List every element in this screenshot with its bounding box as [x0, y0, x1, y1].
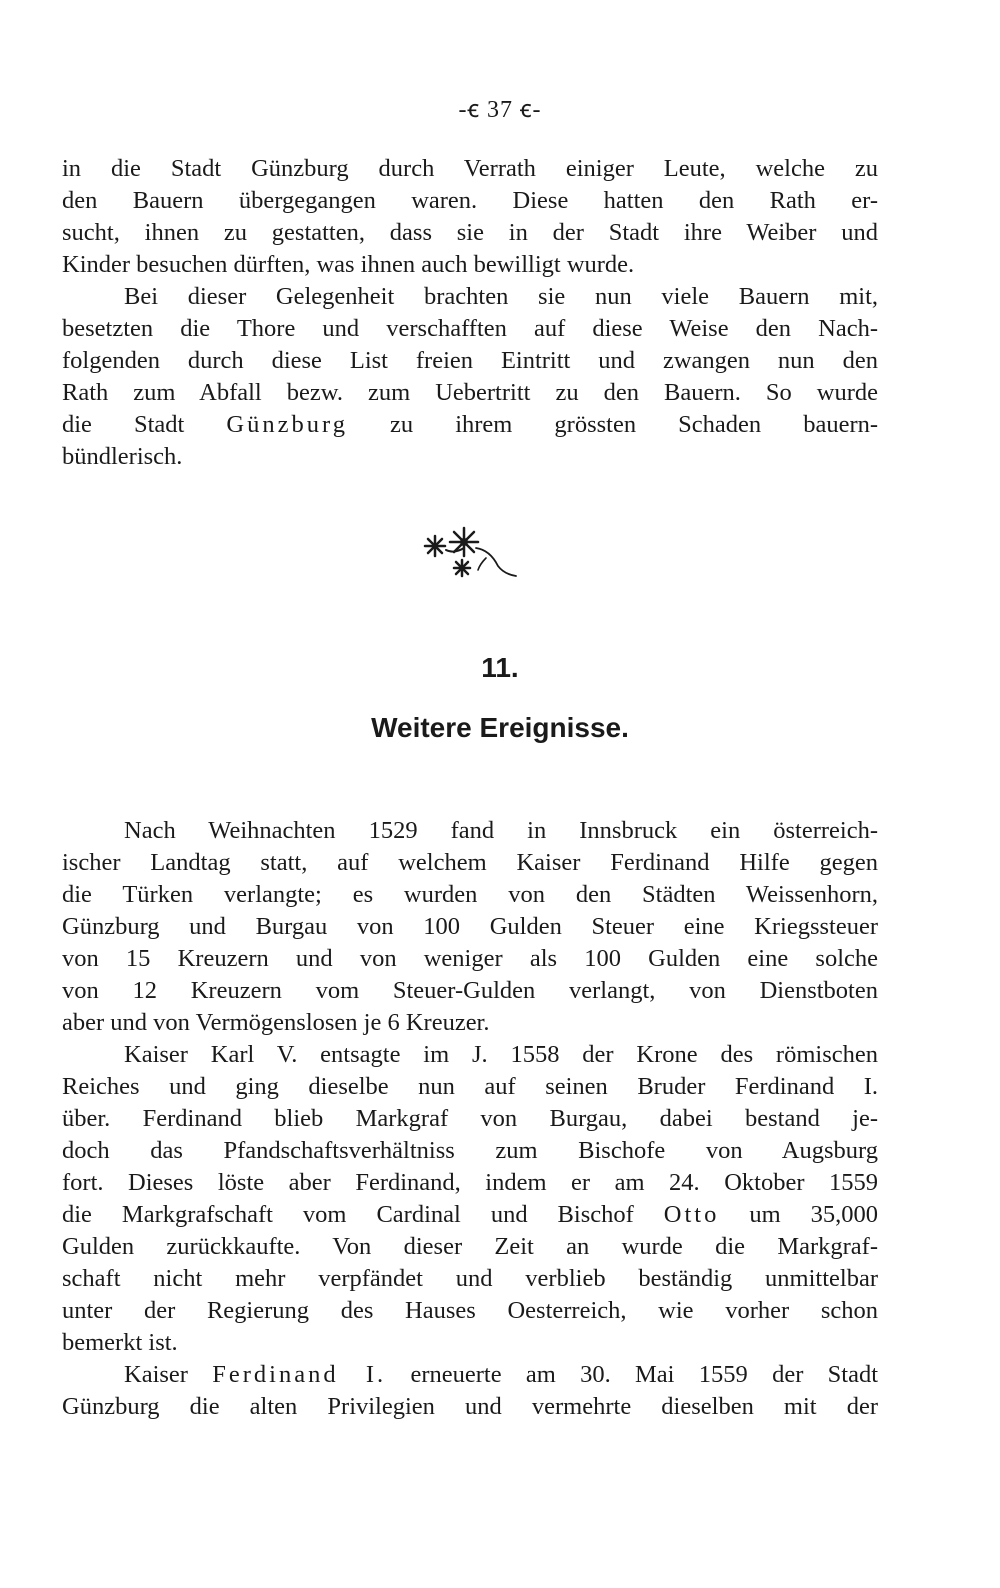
text-line: Reiches und ging dieselbe nun auf seinen Bruder Ferdinand I. — [62, 1073, 878, 1100]
chapter-number: 11. — [481, 652, 519, 683]
text-line: über. Ferdinand blieb Markgraf von Burgau, dabei bestand je- — [62, 1105, 878, 1132]
text-line: fort. Dieses löste aber Ferdinand, indem er am 24. Oktober 1559 — [62, 1169, 878, 1196]
text-line: Kinder besuchen dürften, was ihnen auch bewilligt wurde. — [62, 251, 635, 278]
text-span: Kaiser — [124, 1361, 188, 1388]
spaced-name: Günzburg — [226, 411, 348, 438]
text-block-main — [62, 815, 878, 1423]
spaced-name: Ferdinand I. — [212, 1361, 387, 1388]
text-line: von 15 Kreuzern und von weniger als 100 Gulden eine solche — [62, 945, 878, 972]
text-line — [62, 409, 878, 441]
text-span: erneuerte am 30. Mai 1559 der Stadt — [410, 1361, 879, 1388]
page-number: -ꞓ 37 ꞓ- — [458, 97, 542, 123]
chapter-title: Weitere Ereignisse. — [371, 712, 629, 743]
text-line: die Türken verlangte; es wurden von den Städten Weissenhorn, — [62, 881, 878, 908]
text-line: Kaiser Karl V. entsagte im J. 1558 der Krone des römischen — [124, 1041, 878, 1068]
text-span: um 35,000 — [749, 1201, 879, 1228]
text-line: von 12 Kreuzern vom Steuer-Gulden verlangt, von Dienstboten — [62, 977, 878, 1004]
text-line: Günzburg die alten Privilegien und vermehrte dieselben mit der — [62, 1393, 878, 1420]
spaced-name: Otto — [663, 1201, 720, 1228]
text-line: ischer Landtag statt, auf welchem Kaiser Ferdinand Hilfe gegen — [62, 849, 878, 876]
text-line: Bei dieser Gelegenheit brachten sie nun viele Bauern mit, — [124, 283, 878, 310]
text-line: aber und von Vermögenslosen je 6 Kreuzer. — [62, 1009, 490, 1036]
text-line: Gulden zurückkaufte. Von dieser Zeit an wurde die Markgraf- — [62, 1233, 878, 1260]
text-line: bündlerisch. — [62, 443, 183, 470]
text-line — [62, 1199, 878, 1231]
text-line: doch das Pfandschaftsverhältniss zum Bischofe von Augsburg — [62, 1137, 878, 1164]
text-line — [62, 1359, 878, 1391]
text-line: sucht, ihnen zu gestatten, dass sie in der Stadt ihre Weiber und — [62, 219, 878, 246]
text-line: unter der Regierung des Hauses Oesterreich, wie vorher schon — [62, 1297, 878, 1324]
text-line: bemerkt ist. — [62, 1329, 178, 1356]
text-line: folgenden durch diese List freien Eintritt und zwangen nun den — [62, 347, 878, 374]
text-line: Rath zum Abfall bezw. zum Uebertritt zu den Bauern. So wurde — [62, 379, 878, 406]
text-span: die Stadt — [62, 411, 185, 438]
text-span: die Markgrafschaft vom Cardinal und Bischof — [62, 1201, 634, 1228]
text-span: zu ihrem grössten Schaden bauern- — [390, 411, 879, 438]
floral-ornament-icon — [420, 520, 520, 582]
text-line: den Bauern übergegangen waren. Diese hatten den Rath er- — [62, 187, 878, 214]
text-line: besetzten die Thore und verschafften auf diese Weise den Nach- — [62, 315, 878, 342]
text-line: Nach Weihnachten 1529 fand in Innsbruck ein österreich- — [124, 817, 878, 844]
text-line: schaft nicht mehr verpfändet und verblieb beständig unmittelbar — [62, 1265, 878, 1292]
text-line: Günzburg und Burgau von 100 Gulden Steuer eine Kriegssteuer — [62, 913, 878, 940]
text-block-top — [62, 153, 878, 473]
text-line: in die Stadt Günzburg durch Verrath einiger Leute, welche zu — [62, 155, 878, 182]
